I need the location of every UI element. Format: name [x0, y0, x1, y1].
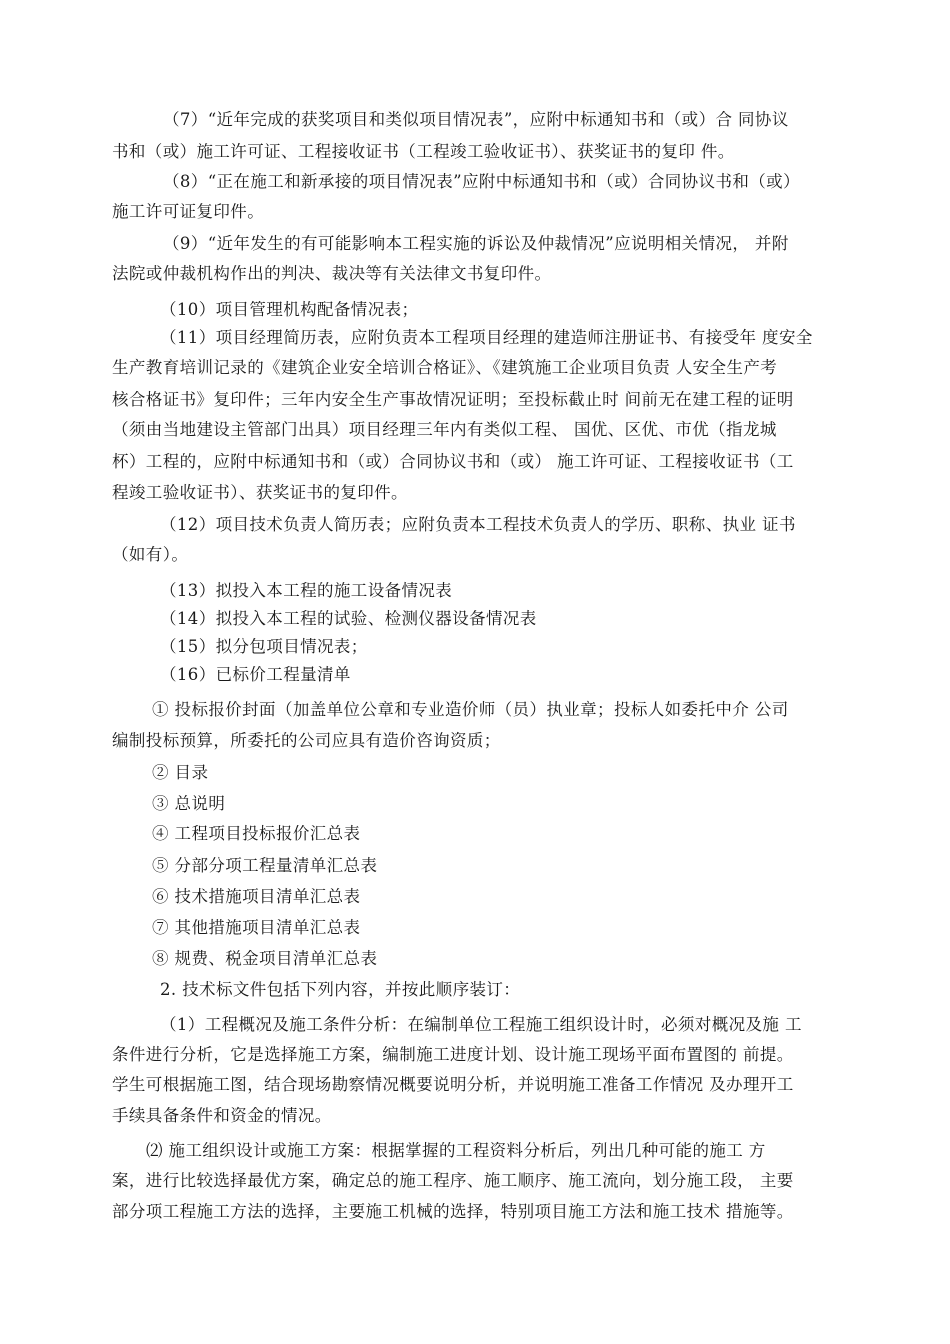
text-line: ② 目录 — [152, 763, 209, 782]
text-line: 法院或仲裁机构作出的判决、裁决等有关法律文书复印件。 — [112, 264, 552, 283]
text-line: 学生可根据施工图，结合现场勘察情况概要说明分析，并说明施工准备工作情况 及办理开工 — [112, 1075, 794, 1094]
text-line: ⑥ 技术措施项目清单汇总表 — [152, 887, 361, 906]
text-line: （11）项目经理简历表，应附负责本工程项目经理的建造师注册证书、有接受年 度安全 — [160, 328, 813, 347]
text-line: （1）工程概况及施工条件分析：在编制单位工程施工组织设计时，必须对概况及施 工 — [160, 1015, 802, 1034]
text-line: 生产教育培训记录的《建筑企业安全培训合格证》、《建筑施工企业项目负责 人安全生产考 — [112, 358, 778, 377]
text-line: 核合格证书》复印件；三年内安全生产事故情况证明；至投标截止时 间前无在建工程的证明 — [112, 390, 794, 409]
text-line: 手续具备条件和资金的情况。 — [112, 1106, 332, 1125]
text-line: 条件进行分析，它是选择施工方案，编制施工进度计划、设计施工现场平面布置图的 前提。 — [112, 1045, 794, 1064]
text-line: 杯）工程的，应附中标通知书和（或）合同协议书和（或） 施工许可证、工程接收证书（工 — [112, 452, 794, 471]
text-line: ⑵ 施工组织设计或施工方案：根据掌握的工程资料分析后，列出几种可能的施工 方 — [146, 1141, 766, 1160]
text-line: ⑤ 分部分项工程量清单汇总表 — [152, 856, 378, 875]
text-line: ① 投标报价封面（加盖单位公章和专业造价师（员）执业章；投标人如委托中介 公司 — [152, 700, 789, 719]
text-line: （15）拟分包项目情况表； — [160, 637, 368, 656]
text-line: 施工许可证复印件。 — [112, 202, 265, 221]
text-line: （14）拟投入本工程的试验、检测仪器设备情况表 — [160, 609, 537, 628]
text-line: （7）“近年完成的获奖项目和类似项目情况表”，应附中标通知书和（或）合 同协议 — [163, 110, 789, 129]
text-line: （如有）。 — [112, 545, 189, 564]
text-line: ③ 总说明 — [152, 794, 226, 813]
text-line: 案，进行比较选择最优方案，确定总的施工程序、施工顺序、施工流向，划分施工段， 主要 — [112, 1171, 794, 1190]
text-line: （9）“近年发生的有可能影响本工程实施的诉讼及仲裁情况”应说明相关情况， 并附 — [163, 234, 789, 253]
text-line: （13）拟投入本工程的施工设备情况表 — [160, 581, 453, 600]
text-line: ⑧ 规费、税金项目清单汇总表 — [152, 949, 378, 968]
text-line: （须由当地建设主管部门出具）项目经理三年内有类似工程、 国优、区优、市优（指龙城 — [112, 420, 777, 439]
text-line: （16）已标价工程量清单 — [160, 665, 351, 684]
text-line: （12）项目技术负责人简历表；应附负责本工程技术负责人的学历、职称、执业 证书 — [160, 515, 796, 534]
text-line: 部分项工程施工方法的选择，主要施工机械的选择，特别项目施工方法和施工技术 措施等。 — [112, 1202, 794, 1221]
text-line: ⑦ 其他措施项目清单汇总表 — [152, 918, 361, 937]
text-line: 书和（或）施工许可证、工程接收证书（工程竣工验收证书）、获奖证书的复印 件。 — [112, 142, 735, 161]
text-line: 2. 技术标文件包括下列内容，并按此顺序装订： — [160, 980, 521, 999]
text-line: （8）“正在施工和新承接的项目情况表”应附中标通知书和（或）合同协议书和（或） — [163, 172, 800, 191]
text-line: ④ 工程项目投标报价汇总表 — [152, 824, 361, 843]
text-line: 程竣工验收证书）、获奖证书的复印件。 — [112, 483, 408, 502]
text-line: 编制投标预算，所委托的公司应具有造价咨询资质； — [112, 731, 501, 750]
text-line: （10）项目管理机构配备情况表； — [160, 300, 419, 319]
